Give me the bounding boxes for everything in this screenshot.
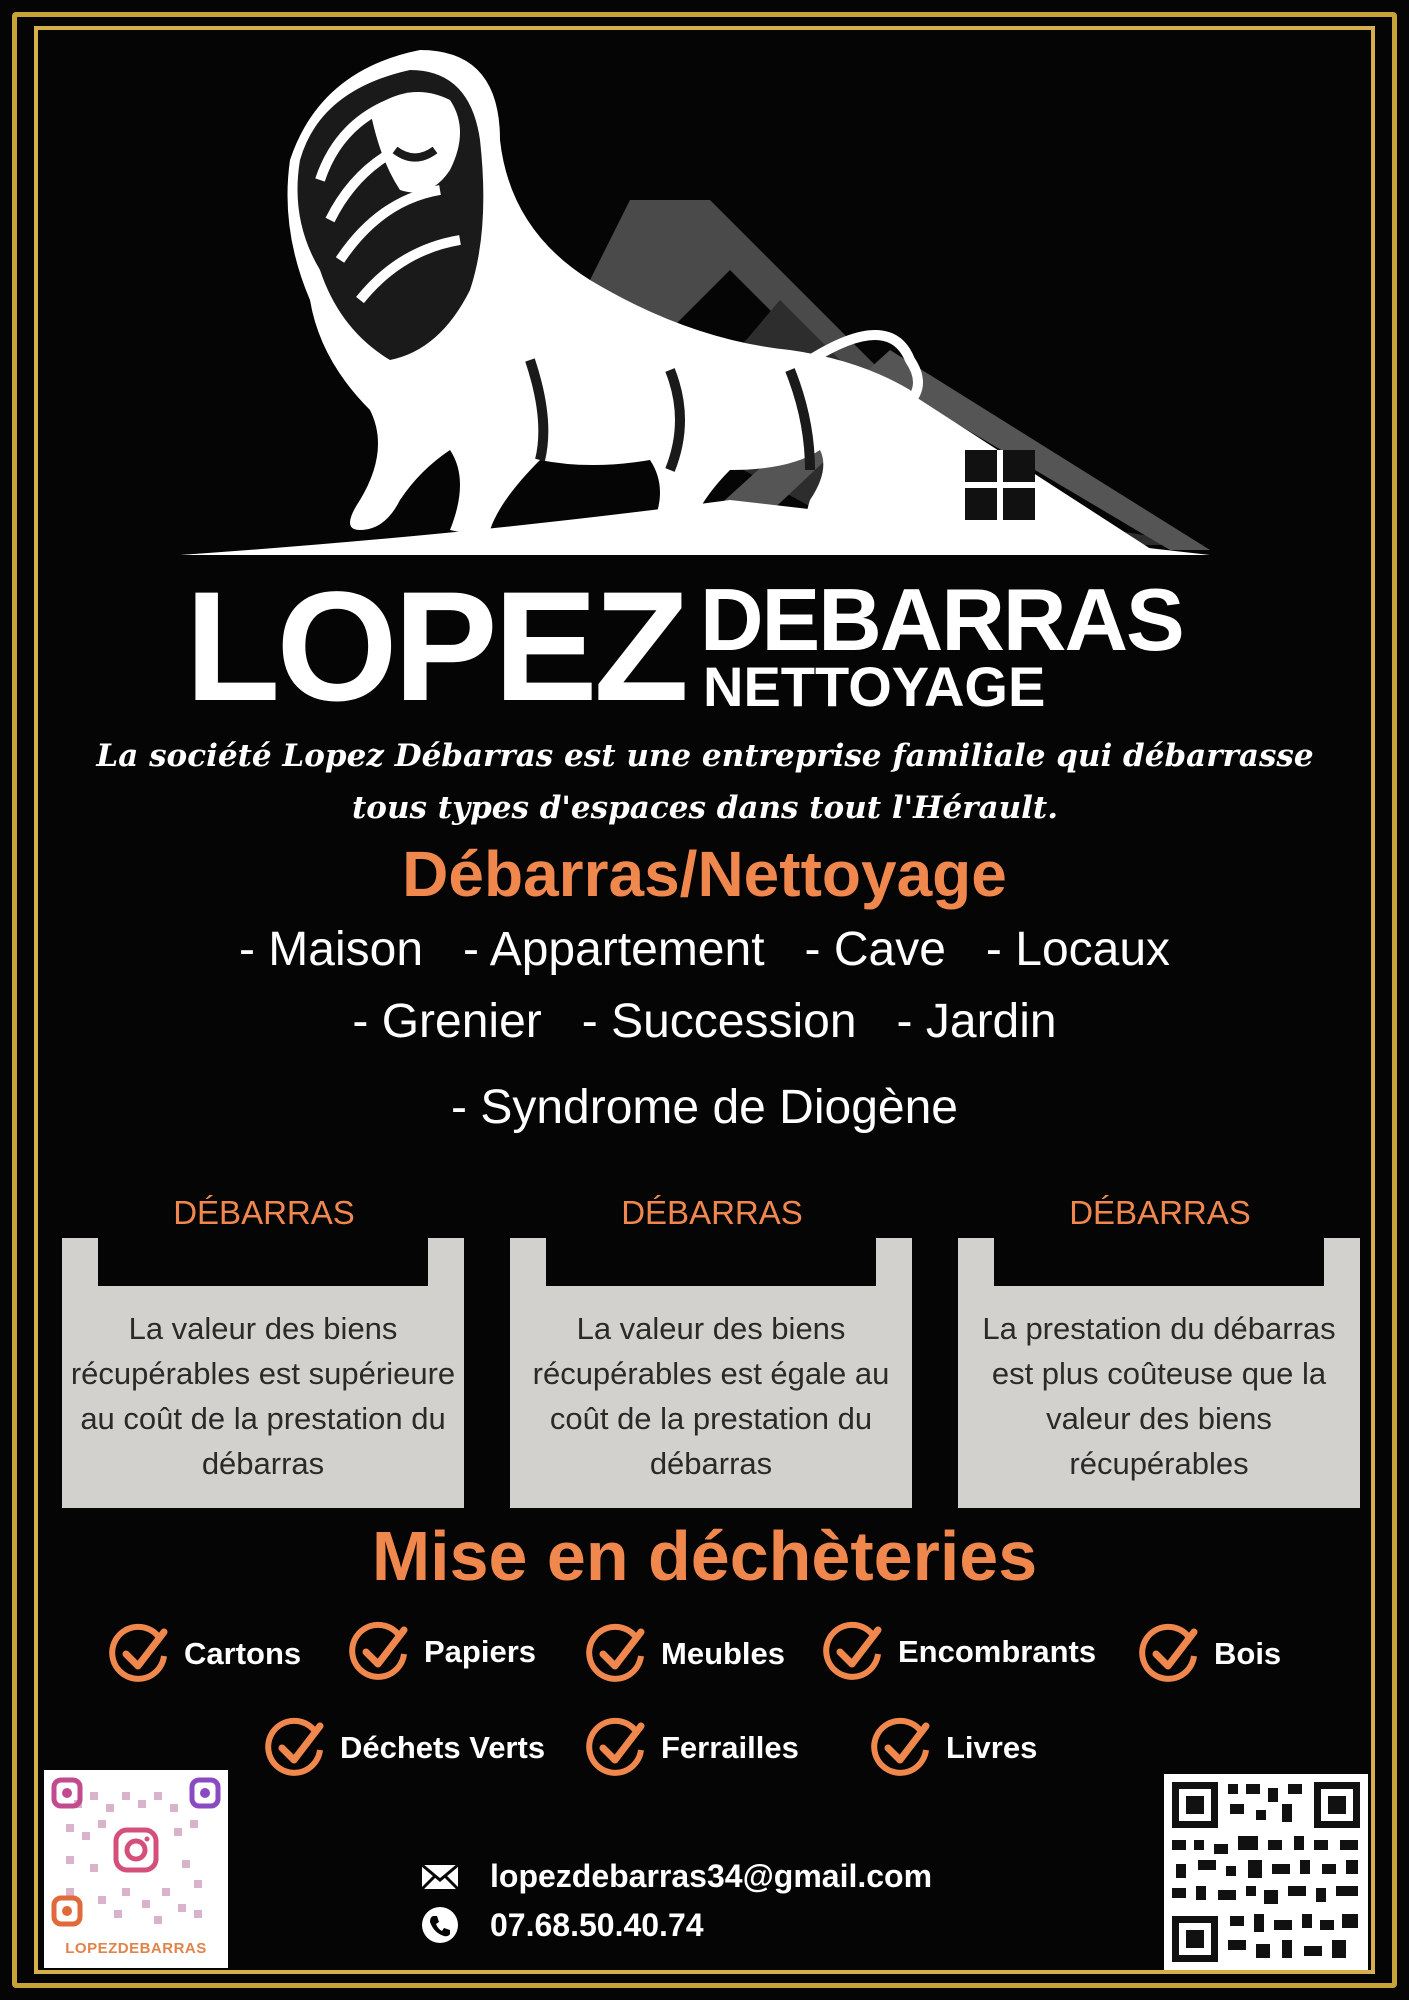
services-title: Débarras/Nettoyage (402, 838, 1007, 910)
waste-label: Meubles (661, 1636, 786, 1671)
services-line-2: - Grenier - Succession - Jardin (352, 995, 1057, 1048)
waste-label: Ferrailles (661, 1730, 799, 1765)
intro-text: La société Lopez Débarras est une entreprise familiale qui débarrasse tous types d'espaces dans tout l'Hérault. (96, 738, 1314, 826)
card-payant (958, 1238, 1360, 1508)
brand-wordmark (185, 560, 1225, 734)
instagram-qr[interactable] (44, 1770, 228, 1968)
waste-title: Mise en déchèteries (371, 1517, 1038, 1595)
instagram-icon (116, 1830, 156, 1870)
check-circle-icon (870, 1716, 934, 1780)
contact-email[interactable] (420, 1851, 932, 1901)
phone-icon (420, 1905, 460, 1945)
lion-house-logo (170, 30, 1240, 560)
services-line-1: - Maison - Appartement - Cave - Locaux (238, 923, 1171, 976)
waste-item (108, 1622, 301, 1686)
card-title-indemnise: DÉBARRAS (173, 1194, 355, 1231)
waste-item (1138, 1622, 1281, 1686)
waste-label: Cartons (184, 1636, 302, 1671)
check-circle-icon (108, 1622, 172, 1686)
check-circle-icon (1138, 1622, 1202, 1686)
contact-phone[interactable] (420, 1900, 704, 1950)
card-gratuit (510, 1238, 912, 1508)
email-text: lopezdebarras34@gmail.com (490, 1857, 933, 1894)
phone-text: 07.68.50.40.74 (490, 1906, 704, 1943)
envelope-icon (420, 1856, 460, 1896)
waste-label: Livres (946, 1730, 1038, 1765)
waste-label: Déchets Verts (340, 1730, 546, 1765)
services-line-3: - Syndrome de Diogène (451, 1081, 958, 1134)
waste-item (870, 1716, 1037, 1780)
check-circle-icon (348, 1620, 412, 1684)
waste-item (264, 1716, 545, 1780)
waste-item (822, 1620, 1096, 1684)
card-text: La prestation du débarras est plus coûteuse que la valeur des biens récupérables (982, 1311, 1336, 1481)
card-text: La valeur des biens récupérables est égale au coût de la prestation du débarras (532, 1311, 890, 1481)
card-title-payant: DÉBARRAS (1069, 1194, 1251, 1231)
waste-label: Encombrants (898, 1634, 1097, 1669)
waste-item (348, 1620, 536, 1684)
instagram-qr-pattern (44, 1770, 228, 1940)
card-indemnise (62, 1238, 464, 1508)
check-circle-icon (264, 1716, 328, 1780)
card-text: La valeur des biens récupérables est supérieure au coût de la prestation du débarras (70, 1311, 456, 1481)
waste-item (585, 1622, 785, 1686)
card-title-gratuit: DÉBARRAS (621, 1194, 803, 1231)
brand-lopez: LOPEZ (185, 560, 686, 734)
brand-nettoyage: NETTOYAGE (703, 655, 1046, 718)
check-circle-icon (822, 1620, 886, 1684)
qr-pattern (1164, 1774, 1368, 1970)
instagram-handle: LOPEZDEBARRAS (65, 1940, 207, 1957)
check-circle-icon (585, 1622, 649, 1686)
check-circle-icon (585, 1716, 649, 1780)
qr-code[interactable] (1164, 1774, 1368, 1970)
waste-label: Papiers (424, 1634, 537, 1669)
waste-item (585, 1716, 799, 1780)
brand-debarras: DEBARRAS (700, 570, 1183, 669)
waste-label: Bois (1214, 1636, 1282, 1671)
